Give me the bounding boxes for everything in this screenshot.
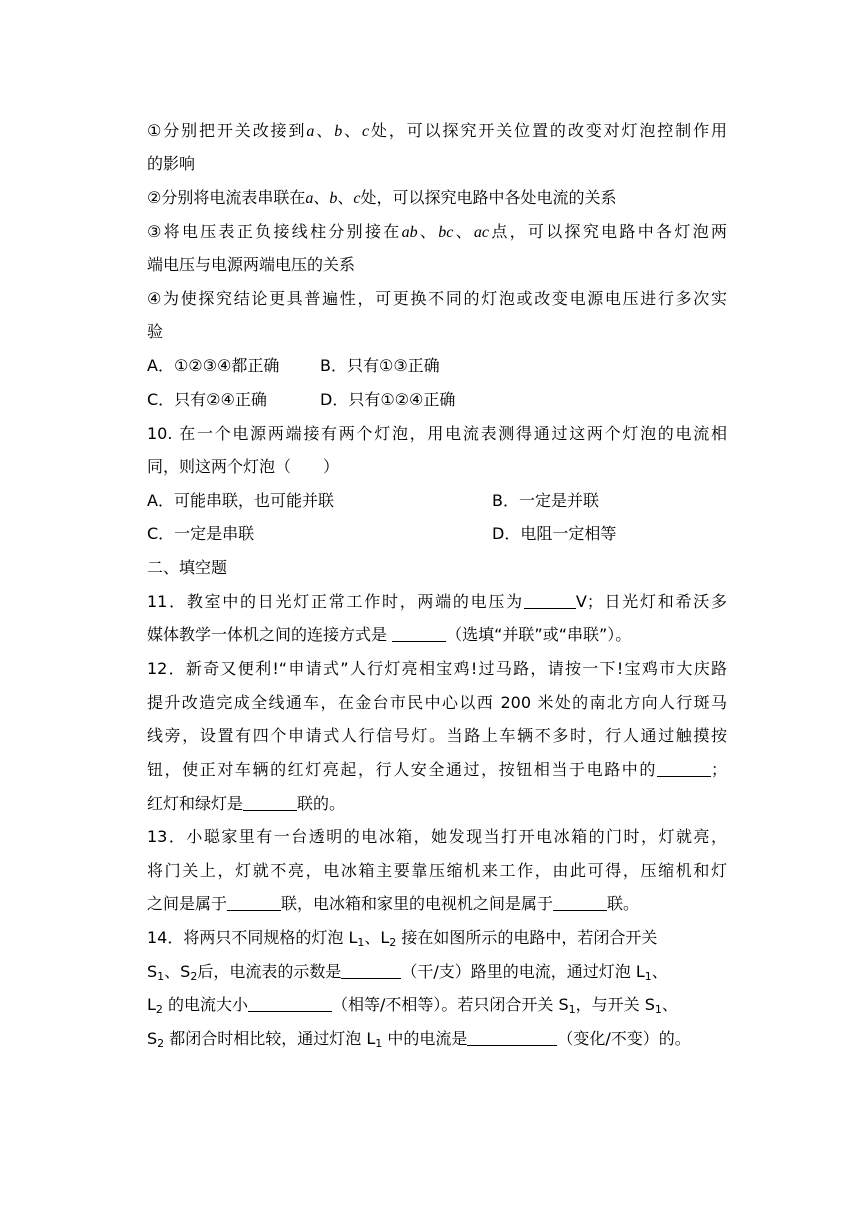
q12-line1: 12．新奇又便利!“申请式”人行灯亮相宝鸡!过马路，请按一下!宝鸡市大庆路 [147,659,727,678]
q11-line2: 媒体教学一体机之间的连接方式是 （选填“并联”或“串联”）。 [147,625,632,644]
q9-statement-4-line2: 验 [147,322,164,341]
q13-blank-1[interactable] [227,892,281,911]
q14-line4: $S_2$ 都闭合时相比较，通过灯泡 $L_1$ 中的电流是 （变化/不变）的。 [147,1029,691,1050]
q13-line3: 之间是属于 联，电冰箱和家里的电视机之间是属于 联。 [147,894,640,913]
q9-statement-2: ②分别将电流表串联在a、b、c处，可以探究电路中各处电流的关系 [147,188,617,207]
q11-line1: 11．教室中的日光灯正常工作时，两端的电压为 V；日光灯和希沃多 [147,592,727,611]
section-heading-fill-in: 二、填空题 [147,558,228,577]
q9-statement-3-line2: 端电压与电源两端电压的关系 [147,255,356,274]
q12-line5: 红灯和绿灯是 联的。 [147,794,346,813]
q10-option-a: A．可能串联，也可能并联 [147,491,334,510]
q9-option-c: C．只有②④正确 [147,390,267,409]
q10-stem-line2: 同，则这两个灯泡（ ） [147,457,340,476]
q9-options-row2 [147,388,727,412]
q11-blank-connection[interactable] [392,623,446,642]
q12-line3: 线旁，设置有四个申请式人行信号灯。当路上车辆不多时，行人通过触摸按 [147,726,727,745]
q12-line2: 提升改造完成全线通车，在金台市民中心以西 200 米处的南北方向人行斑马 [147,693,727,712]
q12-blank-connection[interactable] [243,792,297,811]
q10-options-row2 [147,522,727,546]
q14-blank-equal[interactable] [248,993,332,1012]
q10-option-d: D．电阻一定相等 [492,524,617,543]
q12-line4: 钮，使正对车辆的红灯亮起，行人安全通过，按钮相当于电路中的 ； [147,760,727,779]
q9-options-row1 [147,354,727,378]
q9-option-d: D．只有①②④正确 [320,390,456,409]
q13-line1: 13．小聪家里有一台透明的电冰箱，她发现当打开电冰箱的门时，灯就亮， [147,827,727,846]
q14-line1: 14．将两只不同规格的灯泡 $L_1$、$L_2$ 接在如图所示的电路中，若闭合开关 [147,928,658,949]
q14-line2: $S_1$、$S_2$后，电流表的示数是 （干/支）路里的电流，通过灯泡 $L_1$、 [147,962,668,983]
q9-statement-1-line1: ①分别把开关改接到a、b、c处，可以探究开关位置的改变对灯泡控制作用 [147,121,727,140]
q13-line2: 将门关上，灯就不亮，电冰箱主要靠压缩机来工作，由此可得，压缩机和灯 [147,861,727,880]
q9-statement-3-line1: ③将电压表正负接线柱分别接在ab、bc、ac点，可以探究电路中各灯泡两 [147,222,727,241]
q10-stem-line1: 10. 在一个电源两端接有两个灯泡，用电流表测得通过这两个灯泡的电流相 [147,424,727,443]
q14-blank-circuit-part[interactable] [341,960,401,979]
q10-options-row1 [147,489,727,513]
q10-option-c: C．一定是串联 [147,524,255,543]
q13-blank-2[interactable] [553,892,607,911]
q10-option-b: B．一定是并联 [492,491,599,510]
q9-option-b: B．只有①③正确 [320,356,440,375]
q9-statement-1-line2: 的影响 [147,154,196,173]
q9-option-a: A．①②③④都正确 [147,356,280,375]
q12-blank-component[interactable] [657,758,711,777]
q14-blank-change[interactable] [467,1027,557,1046]
q9-statement-4-line1: ④为使探究结论更具普遍性，可更换不同的灯泡或改变电源电压进行多次实 [147,289,727,308]
q14-line3: $L_2$ 的电流大小 （相等/不相等）。若只闭合开关 $S_1$，与开关 $S_1$、 [147,995,678,1016]
q11-blank-voltage[interactable] [524,590,576,609]
